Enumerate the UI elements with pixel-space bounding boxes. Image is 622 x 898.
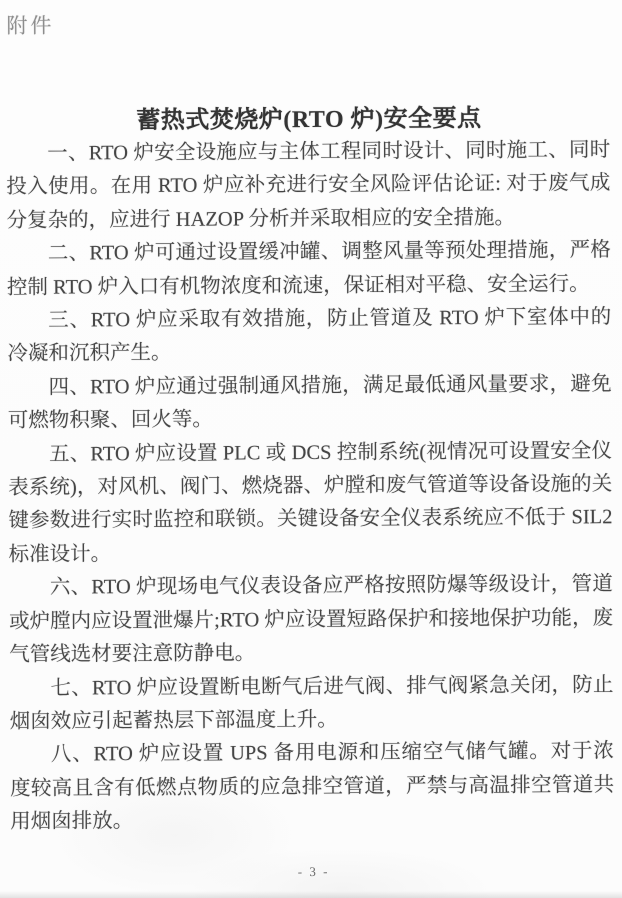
paragraph-3: 三、RTO 炉应采取有效措施，防止管道及 RTO 炉下室体中的冷凝和沉积产生。 xyxy=(7,306,612,366)
document-body xyxy=(6,134,614,839)
paragraph-7: 七、RTO 炉应设置断电断气后进气阀、排气阀紧急关闭，防止烟囱效应引起蓄热层下部温度上升。 xyxy=(9,673,614,733)
attachment-label: 附件 xyxy=(6,13,55,38)
paragraph-1: 一、RTO 炉安全设施应与主体工程同时设计、同时施工、同时投入使用。在用 RTO 炉应补充进行安全风险评估论证: 对于废气成分复杂的，应进行 HAZOP 分析并采取相应的安全措施。 xyxy=(6,139,611,232)
paragraph-4: 四、RTO 炉应通过强制通风措施，满足最低通风量要求，避免可燃物积聚、回火等。 xyxy=(7,373,612,433)
paragraph-5: 五、RTO 炉应设置 PLC 或 DCS 控制系统(视情况可设置安全仪表系统)，对风机、阀门、燃烧器、炉膛和废气管道等设备设施的关键参数进行实时监控和联锁。关键设备安全仪表系统应不低于 SIL2 标准设计。 xyxy=(8,439,613,566)
paragraph-2: 二、RTO 炉可通过设置缓冲罐、调整风量等预处理措施，严格控制 RTO 炉入口有机物浓度和流速，保证相对平稳、安全运行。 xyxy=(6,239,611,299)
paragraph-6: 六、RTO 炉现场电气仪表设备应严格按照防爆等级设计，管道或炉膛内应设置泄爆片;RTO 炉应设置短路保护和接地保护功能，废气管线选材要注意防静电。 xyxy=(8,573,614,666)
page-number: - 3 - xyxy=(297,863,330,880)
document-title: 蓄热式焚烧炉(RTO 炉)安全要点 xyxy=(136,105,482,135)
paragraph-8: 八、RTO 炉应设置 UPS 备用电源和压缩空气储气罐。对于浓度较高且含有低燃点物质的应急排空管道，严禁与高温排空管道共用烟囱排放。 xyxy=(10,740,615,833)
